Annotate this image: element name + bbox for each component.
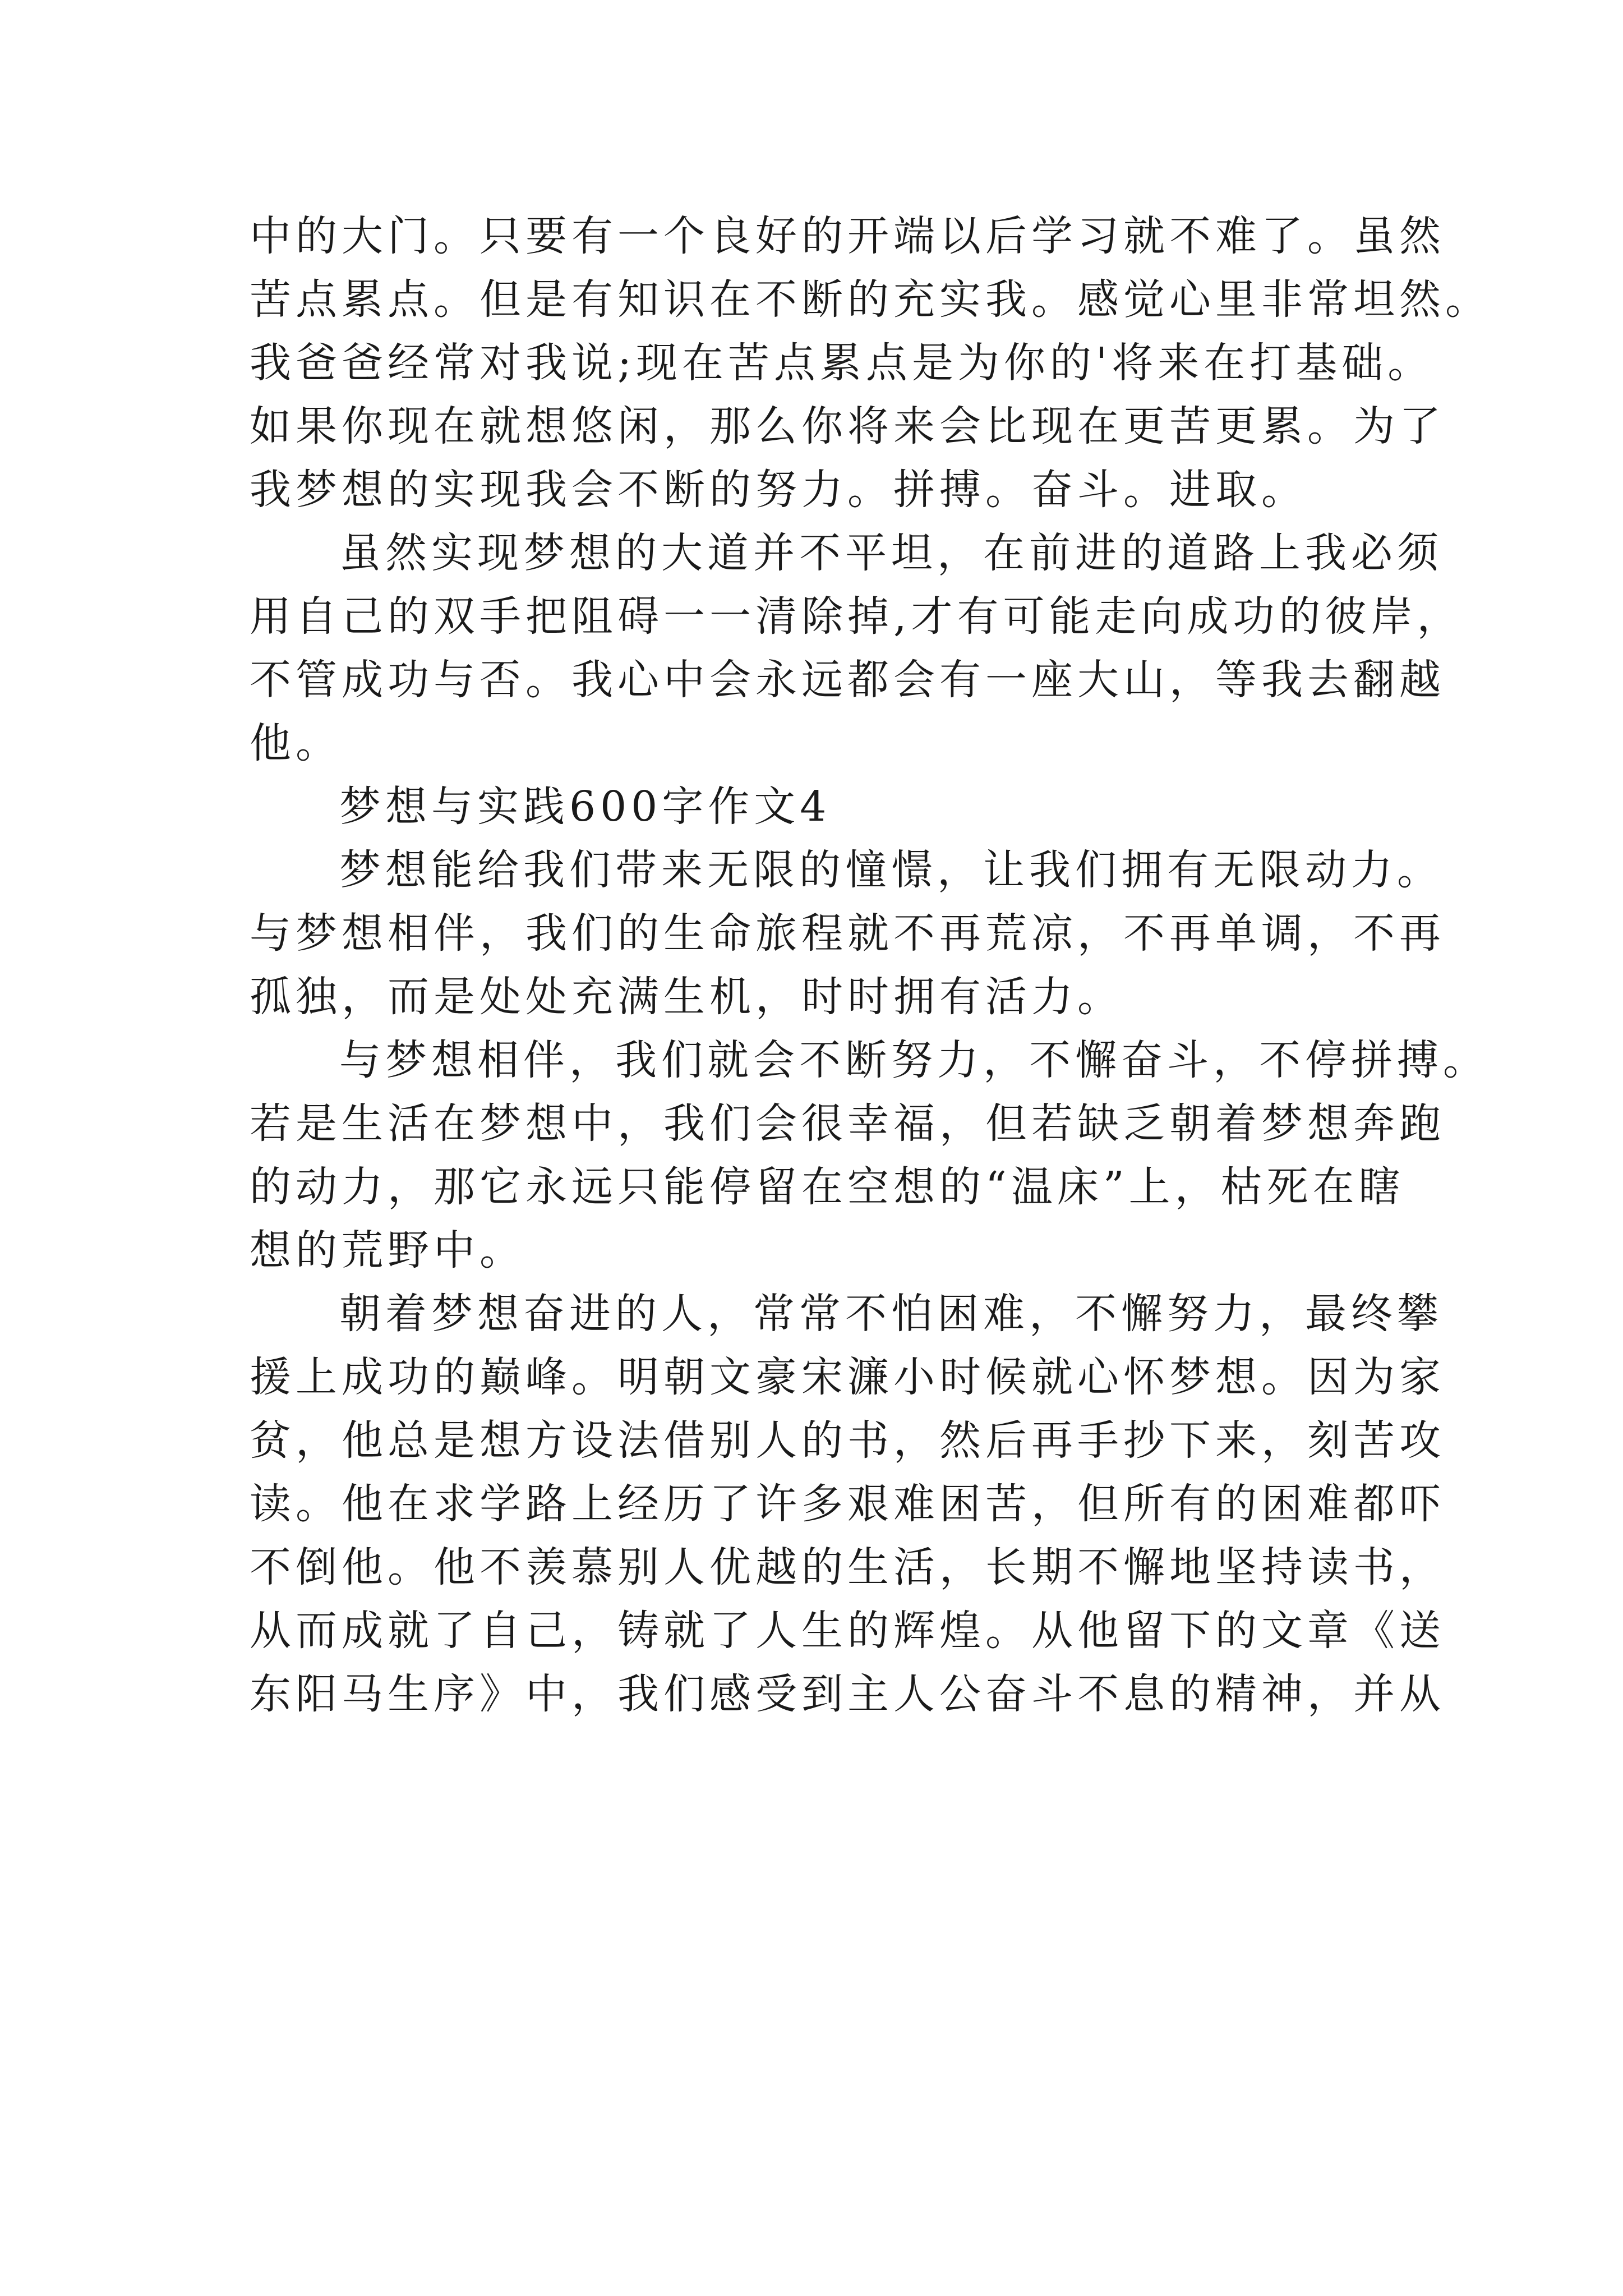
text-line: 贫，他总是想方设法借别人的书，然后再手抄下来，刻苦攻 [250, 1416, 1445, 1465]
text-line: 我爸爸经常对我说;现在苦点累点是为你的'将来在打基础。 [250, 339, 1434, 387]
text-line: 读。他在求学路上经历了许多艰难困苦，但所有的困难都吓 [250, 1480, 1445, 1528]
text-line: 中的大门。只要有一个良好的开端以后学习就不难了。虽然 [250, 212, 1445, 260]
section-heading: 梦想与实践600字作文4 [339, 783, 831, 831]
text-line: 援上成功的巅峰。明朝文豪宋濂小时候就心怀梦想。因为家 [250, 1353, 1445, 1401]
paragraph-start-line: 虽然实现梦想的大道并不平坦，在前进的道路上我必须 [339, 529, 1443, 577]
paragraph-start-line: 与梦想相伴，我们就会不断努力，不懈奋斗，不停拼搏。 [339, 1036, 1489, 1084]
essay-body [250, 205, 1491, 1726]
text-line: 想的荒野中。 [250, 1226, 525, 1274]
text-line: 的动力，那它永远只能停留在空想的“温床”上，枯死在瞎 [250, 1163, 1405, 1211]
text-line: 不管成功与否。我心中会永远都会有一座大山，等我去翻越 [250, 656, 1445, 704]
text-line: 东阳马生序》中，我们感受到主人公奋斗不息的精神，并从 [250, 1670, 1445, 1718]
paragraph-start-line: 朝着梦想奋进的人，常常不怕困难，不懈努力，最终攀 [339, 1290, 1443, 1338]
text-line: 用自己的双手把阻碍一一清除掉,才有可能走向成功的彼岸， [250, 592, 1463, 641]
text-line: 如果你现在就想悠闲，那么你将来会比现在更苦更累。为了 [250, 402, 1445, 450]
text-line: 他。 [250, 719, 342, 767]
text-line: 若是生活在梦想中，我们会很幸福，但若缺乏朝着梦想奔跑 [250, 1099, 1445, 1148]
text-line: 不倒他。他不羡慕别人优越的生活，长期不懈地坚持读书， [250, 1543, 1445, 1591]
text-line: 我梦想的实现我会不断的努力。拼搏。奋斗。进取。 [250, 466, 1307, 514]
text-line: 与梦想相伴，我们的生命旅程就不再荒凉，不再单调，不再 [250, 909, 1445, 958]
text-line: 孤独，而是处处充满生机，时时拥有活力。 [250, 973, 1123, 1021]
text-line: 苦点累点。但是有知识在不断的充实我。感觉心里非常坦然。 [250, 275, 1491, 324]
paragraph-start-line: 梦想能给我们带来无限的憧憬，让我们拥有无限动力。 [339, 846, 1443, 894]
text-line: 从而成就了自己，铸就了人生的辉煌。从他留下的文章《送 [250, 1607, 1445, 1655]
